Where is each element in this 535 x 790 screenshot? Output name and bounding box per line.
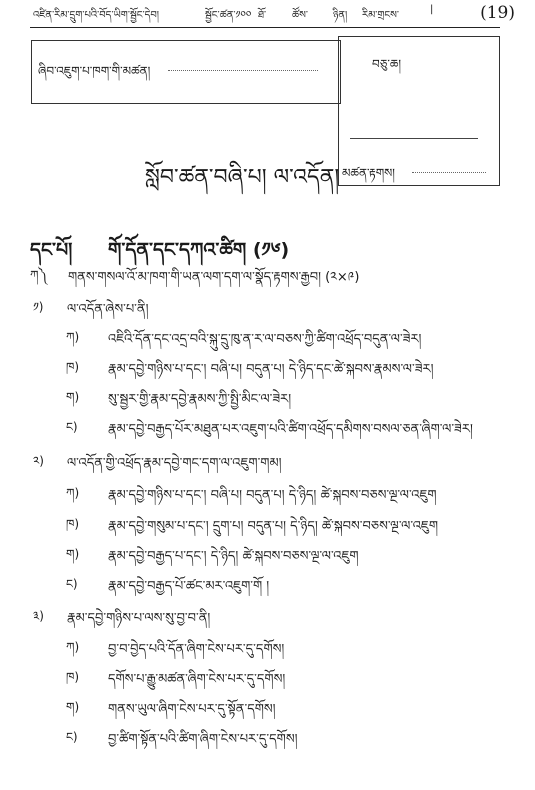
option-marker: ཁ)	[66, 517, 80, 531]
option-marker: ཁ)	[66, 360, 80, 374]
option-marker: ང)	[66, 730, 78, 744]
option-text[interactable]: རྣམ་དབྱེ་གསུམ་པ་དང་། དྲུག་པ། བདུན་པ། དེ་ཉིད། ཚེ་སྐབས་བཅས་ལྔ་ལ་འཇུག	[108, 519, 438, 534]
lesson-title: སློབ་ཚན་བཞི་པ། ལ་འདོན།	[145, 165, 340, 190]
option-marker: ག)	[66, 390, 80, 404]
option-text[interactable]: སུ་སྦྱར་གྱི་རྣམ་དབྱེ་རྣམས་ཀྱི་སྤྱི་མིང་ལ་ཟེར།	[108, 392, 292, 407]
header-lesson-count: སྦྱོང་ཚན་༡༠༠	[205, 10, 252, 21]
question-title: ལ་འདོན་ཞེས་པ་ནི།	[67, 302, 149, 317]
student-name-label: ཞིབ་འཇུག་པ་ཁག་གི་མཚན།	[38, 64, 151, 78]
header-field-2: ཚོས་	[292, 10, 308, 21]
option-marker: ཀ)	[66, 330, 80, 344]
option-marker: ག)	[66, 547, 80, 561]
option-text[interactable]: རྣམ་དབྱེ་གཉིས་པ་དང་། བཞི་པ། བདུན་པ། དེ་ཉིད་དང་ཚེ་སྐབས་རྣམས་ལ་ཟེར།	[108, 362, 434, 377]
page-number: (19)	[480, 3, 515, 23]
option-marker: ཁ)	[66, 670, 80, 684]
question-title: ལ་འདོན་གྱི་འཕྲོད་རྣམ་དབྱེ་གང་དག་ལ་འཇུག་གམ།	[67, 456, 282, 471]
header-field-3: ཉིན།	[333, 10, 348, 21]
question-number: ༣)	[33, 609, 44, 623]
option-text[interactable]: དགོས་པ་རྒྱུ་མཚན་ཞིག་ངེས་པར་དུ་དགོས།	[108, 672, 286, 687]
header-separator: |	[430, 4, 434, 15]
header-field-4: རིམ་གྲངས་	[362, 10, 400, 21]
signature-field[interactable]	[412, 172, 486, 173]
signature-label: མཚན་རྟགས།	[342, 166, 395, 180]
option-marker: ག)	[66, 700, 80, 714]
score-field[interactable]	[350, 138, 478, 139]
option-marker: ང)	[66, 420, 78, 434]
question-title: རྣམ་དབྱེ་གཉིས་པ་ལས་སུ་བྱ་བ་ནི།	[67, 611, 211, 626]
section-heading: གོ་དོན་དང་དཀའ་ཚིག (༡༦)	[108, 239, 290, 261]
intro-marker: ཀ༽	[30, 268, 48, 282]
option-text[interactable]: བྱ་བ་བྱེད་པའི་དོན་ཞིག་ངེས་པར་དུ་དགོས།	[108, 642, 285, 657]
header-book-title: འཛིན་རིམ་དྲུག་པའི་བོད་ཡིག་སྦྱོང་དེབ།	[33, 10, 159, 21]
question-number: ༡)	[33, 300, 44, 314]
section-label: དང་པོ།	[30, 239, 73, 261]
option-marker: ཀ)	[66, 486, 80, 500]
score-label: བཅུ་ཆ།	[372, 57, 402, 71]
option-text[interactable]: རྣམ་དབྱེ་བརྒྱད་པོ་ཚང་མར་འཇུག་གོ །	[108, 579, 270, 594]
option-text[interactable]: འཇིའི་དོན་དང་འདྲ་བའི་སྐུ་དྲུ་ཁུ་ན་ར་ལ་བཅས་ཀྱི་ཚིག་འཕྲོད་བདུན་ལ་ཟེར།	[108, 332, 422, 347]
option-text[interactable]: གནས་ཡུལ་ཞིག་ངེས་པར་དུ་སྟོན་དགོས།	[108, 702, 276, 717]
intro-text: གནས་གསལ་འོ་མ་ཁག་གི་ཡན་ལག་དག་ལ་སྣོད་རྟགས་རྒྱབ། (༢×༩)	[68, 270, 360, 285]
option-text[interactable]: རྣམ་དབྱེ་བརྒྱད་པོར་མཐུན་པར་འཇུག་པའི་ཚིག་འཕྲོད་དམིགས་བསལ་ཅན་ཞིག་ལ་ཟེར།	[108, 422, 473, 437]
student-name-field[interactable]	[168, 70, 318, 71]
option-marker: ང)	[66, 577, 78, 591]
option-text[interactable]: བྱ་ཚིག་སྟོན་པའི་ཚིག་ཞིག་ངེས་པར་དུ་དགོས།	[108, 732, 298, 747]
header-field-1: ཐོ་	[258, 10, 267, 21]
question-number: ༢)	[33, 454, 44, 468]
option-marker: ཀ)	[66, 640, 80, 654]
option-text[interactable]: རྣམ་དབྱེ་གཉིས་པ་དང་། བཞི་པ། བདུན་པ། དེ་ཉིད། ཚེ་སྐབས་བཅས་ལྔ་ལ་འཇུག	[108, 488, 437, 503]
header-rule	[30, 27, 500, 28]
option-text[interactable]: རྣམ་དབྱེ་བརྒྱད་པ་དང་། དེ་ཉིད། ཚེ་སྐབས་བཅས་ལྔ་ལ་འཇུག	[108, 549, 359, 564]
